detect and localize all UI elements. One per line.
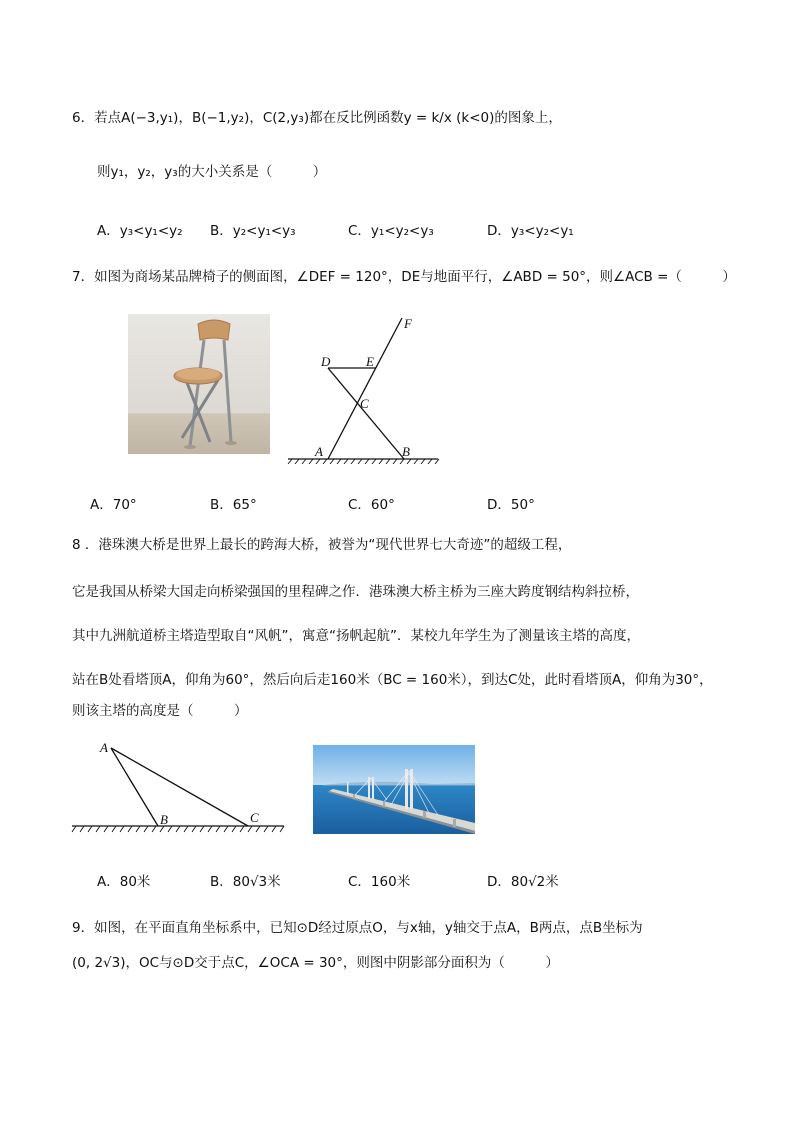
segment-ab	[111, 748, 158, 826]
q9-stem-line2: (0, 2√3)，OC与⊙D交于点C，∠OCA = 30°，则图中阴影部分面积为（ ）	[72, 955, 559, 971]
q7-option-b: B．65°	[210, 497, 257, 513]
q8-stem-line5: 则该主塔的高度是（ ）	[72, 703, 248, 719]
label-b: B	[402, 444, 410, 459]
label-f: F	[404, 316, 412, 331]
q8-option-b: B．80√3米	[210, 874, 281, 890]
bridge-photo	[313, 745, 475, 834]
q7-option-d: D．50°	[487, 497, 535, 513]
q6-stem-line2: 则y₁，y₂，y₃的大小关系是（ ）	[97, 164, 327, 180]
label-c: C	[250, 810, 259, 825]
q9-stem-line1: 9．如图，在平面直角坐标系中，已知⊙D经过原点O，与x轴，y轴交于点A，B两点，点B坐标为	[72, 920, 643, 936]
q8-option-a: A．80米	[97, 874, 151, 890]
q8-stem-line1: 8 ．港珠澳大桥是世界上最长的跨海大桥，被誉为“现代世界七大奇迹”的超级工程，	[72, 537, 572, 553]
q8-stem-line3: 其中九洲航道桥主塔造型取自“风帆”，寓意“扬帆起航”．某校九年学生为了测量该主塔的高度，	[72, 628, 640, 644]
q8-stem-line4: 站在B处看塔顶A，仰角为60°，然后向后走160米（BC = 160米），到达C处，此时看塔顶A，仰角为30°，	[72, 672, 713, 688]
label-a: A	[100, 740, 108, 755]
q6-option-b: B．y₂<y₁<y₃	[210, 223, 296, 239]
q6-option-d: D．y₃<y₂<y₁	[487, 223, 574, 239]
label-d: D	[321, 354, 331, 369]
segment-af	[328, 318, 402, 459]
segment-db	[328, 368, 404, 459]
q7-diagram	[284, 314, 444, 464]
label-c: C	[360, 396, 369, 411]
q7-option-a: A．70°	[90, 497, 137, 513]
label-b: B	[160, 812, 168, 827]
q8-stem-line2: 它是我国从桥梁大国走向桥梁强国的里程碑之作．港珠澳大桥主桥为三座大跨度钢结构斜拉桥，	[72, 584, 639, 600]
q8-option-d: D．80√2米	[487, 874, 559, 890]
label-a: A	[315, 444, 323, 459]
q8-diagram	[70, 740, 290, 835]
q8-option-c: C．160米	[348, 874, 411, 890]
segment-ac	[111, 748, 248, 826]
q6-stem-line1: 6．若点A(−3,y₁)，B(−1,y₂)，C(2,y₃)都在反比例函数y = k/x (k<0)的图象上，	[72, 110, 562, 126]
label-e: E	[366, 354, 374, 369]
ground-hatching	[72, 826, 284, 832]
q6-option-c: C．y₁<y₂<y₃	[348, 223, 434, 239]
q6-option-a: A．y₃<y₁<y₂	[97, 223, 183, 239]
q7-option-c: C．60°	[348, 497, 395, 513]
ground-hatching	[288, 459, 439, 464]
q7-stem: 7．如图为商场某品牌椅子的侧面图，∠DEF = 120°，DE与地面平行，∠ABD = 50°，则∠ACB =（ ）	[72, 269, 736, 285]
chair-photo	[128, 314, 270, 454]
